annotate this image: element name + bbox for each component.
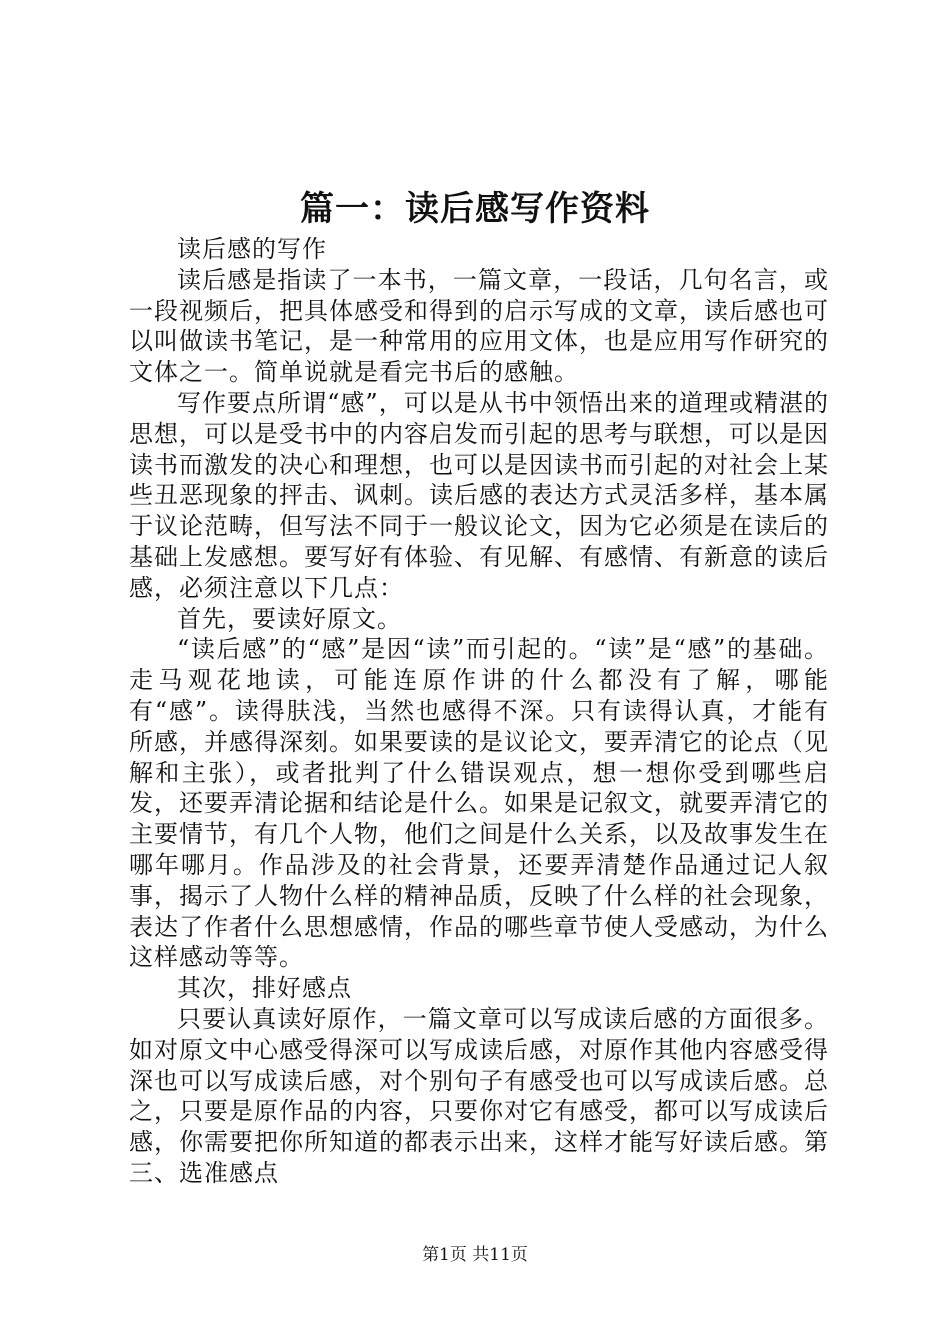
document-body [129,234,829,1189]
section-heading-writing: 读后感的写作 [177,235,327,263]
paragraph-definition: 读后感是指读了一本书，一篇文章，一段话，几句名言，或一段视频后，把具体感受和得到的启示写成的文章，读后感也可以叫做读书笔记，是一种常用的应用文体，也是应用写作研究的文体之一。简单说就是看完书后的感触。 [129,265,829,387]
section-heading-first: 首先，要读好原文。 [177,604,402,633]
page-footer: 第1页 共11页 [422,1245,528,1265]
section-heading-second: 其次，排好感点 [177,974,352,1003]
paragraph-writing-points: 写作要点所谓“感”，可以是从书中领悟出来的道理或精湛的思想，可以是受书中的内容启发而引起的思考与联想，可以是因读书而激发的决心和理想，也可以是因读书而引起的对社会上某些丑恶现象的抨击、讽刺。读后感的表达方式灵活多样，基本属于议论范畴，但写法不同于一般议论文，因为它必须是在读后的基础上发感想。要写好有体验、有见解、有感情、有新意的读后感，必须注意以下几点： [129,388,829,602]
paragraph-reading: “读后感”的“感”是因“读”而引起的。“读”是“感”的基础。走马观花地读，可能连原作讲的什么都没有了解，哪能有“感”。读得肤浅，当然也感得不深。只有读得认真，才能有所感，并感得深刻。如果要读的是议论文，要弄清它的论点（见解和主张），或者批判了什么错误观点，想一想你受到哪些启发，还要弄清论据和结论是什么。如果是记叙文，就要弄清它的主要情节，有几个人物，他们之间是什么关系，以及故事发生在哪年哪月。作品涉及的社会背景，还要弄清楚作品通过记人叙事，揭示了人物什么样的精神品质，反映了什么样的社会现象，表达了作者什么思想感情，作品的哪些章节使人受感动，为什么这样感动等等。 [129,635,829,972]
paragraph-feeling-points: 只要认真读好原作，一篇文章可以写成读后感的方面很多。如对原文中心感受得深可以写成读后感，对原作其他内容感受得深也可以写成读后感，对个别句子有感受也可以写成读后感。总之，只要是原作品的内容，只要你对它有感受，都可以写成读后感，你需要把你所知道的都表示出来，这样才能写好读后感。第三、选准感点 [129,1004,829,1187]
document-title: 篇一：读后感写作资料 [300,189,650,229]
